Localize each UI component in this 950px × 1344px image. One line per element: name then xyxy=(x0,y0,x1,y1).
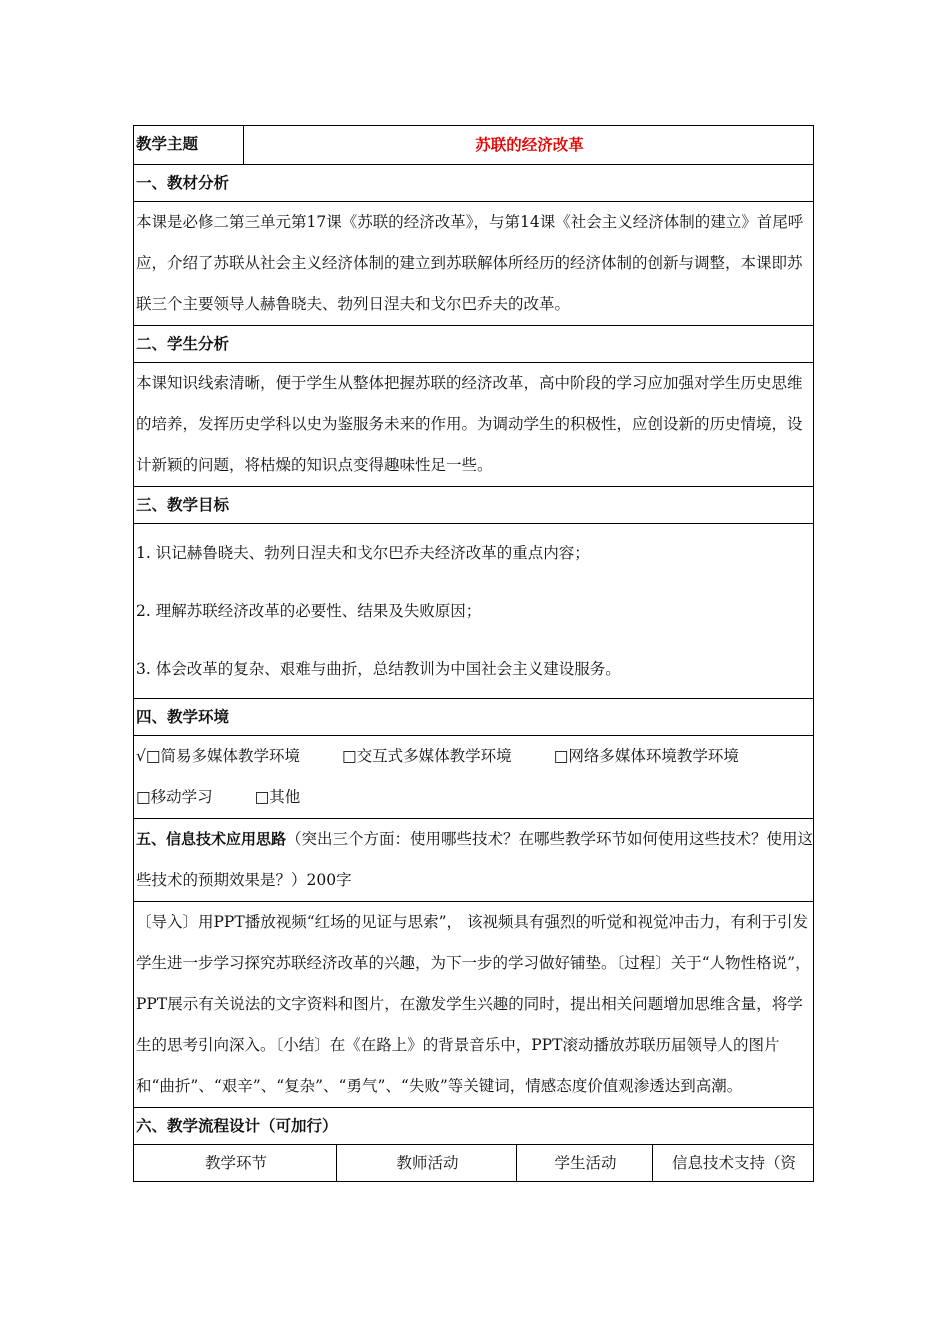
env-option-simple[interactable]: √□简易多媒体教学环境 xyxy=(136,747,301,765)
flow-col-it: 信息技术支持（资 xyxy=(653,1145,814,1182)
goal-item: 2. 理解苏联经济改革的必要性、结果及失败原因； xyxy=(136,602,482,620)
topic-label: 教学主题 xyxy=(134,126,244,165)
lesson-plan xyxy=(133,125,813,1182)
section-heading-students: 二、学生分析 xyxy=(134,326,814,363)
flow-col-teacher: 教师活动 xyxy=(337,1145,517,1182)
env-option-other[interactable]: □其他 xyxy=(254,788,301,806)
env-option-network[interactable]: □网络多媒体环境教学环境 xyxy=(553,747,739,765)
it-application-header xyxy=(134,819,814,902)
section-heading-textbook: 一、教材分析 xyxy=(134,165,814,202)
env-option-mobile[interactable]: □移动学习 xyxy=(136,788,213,806)
lesson-plan-table xyxy=(133,125,814,1182)
topic-row xyxy=(134,126,814,165)
flow-col-stage: 教学环节 xyxy=(134,1145,337,1182)
goal-item: 1. 识记赫鲁晓夫、勃列日涅夫和戈尔巴乔夫经济改革的重点内容； xyxy=(136,544,590,562)
goal-item: 3. 体会改革的复杂、艰难与曲折，总结教训为中国社会主义建设服务。 xyxy=(136,660,621,678)
textbook-analysis-text: 本课是必修二第三单元第17课《苏联的经济改革》，与第14课《社会主义经济体制的建立》首尾呼应，介绍了苏联从社会主义经济体制的建立到苏联解体所经历的经济体制的创新与调整，本课即苏联三个主要领导人赫鲁晓夫、勃列日涅夫和戈尔巴乔夫的改革。 xyxy=(134,202,814,326)
section-heading-environment: 四、教学环境 xyxy=(134,699,814,736)
environment-options xyxy=(134,736,814,819)
section-heading-it: 五、信息技术应用思路 xyxy=(136,830,287,848)
it-application-note: （突出三个方面：使用哪些技术？在哪些教学环节如何使用这些技术？使用这些技术的预期效果是？）200字 xyxy=(136,830,814,889)
lesson-title: 苏联的经济改革 xyxy=(244,126,814,165)
env-option-interactive[interactable]: □交互式多媒体教学环境 xyxy=(342,747,512,765)
student-analysis-text: 本课知识线索清晰，便于学生从整体把握苏联的经济改革，高中阶段的学习应加强对学生历史思维的培养，发挥历史学科以史为鉴服务未来的作用。为调动学生的积极性，应创设新的历史情境，设计新颖的问题，将枯燥的知识点变得趣味性足一些。 xyxy=(134,363,814,487)
section-heading-flow: 六、教学流程设计（可加行） xyxy=(134,1108,814,1145)
flow-header-row xyxy=(134,1145,814,1182)
it-application-text: 〔导入〕用PPT播放视频“红场的见证与思索”， 该视频具有强烈的听觉和视觉冲击力，有利于引发学生进一步学习探究苏联经济改革的兴趣，为下一步的学习做好铺垫。〔过程〕关于“人物性格说”，PPT展示有关说法的文字资料和图片，在激发学生兴趣的同时，提出相关问题增加思维含量，将学生的思考引向深入。〔小结〕在《在路上》的背景音乐中，PPT滚动播放苏联历届领导人的图片和“曲折”、“艰辛”、“复杂”、“勇气”、“失败”等关键词，情感态度价值观渗透达到高潮。 xyxy=(134,902,814,1108)
goals-list xyxy=(134,524,814,699)
section-heading-goals: 三、教学目标 xyxy=(134,487,814,524)
flow-col-student: 学生活动 xyxy=(517,1145,653,1182)
